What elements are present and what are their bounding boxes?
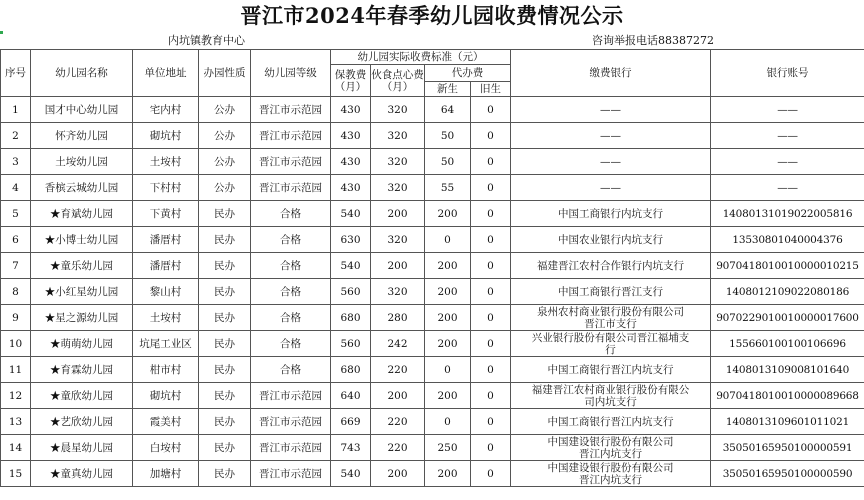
cell-meal-fee: 320 [371,227,425,253]
cell-old-fee: 0 [471,227,511,253]
cell-nature: 民办 [199,357,251,383]
bank-line1: 福建晋江农村合作银行内坑支行 [537,259,684,272]
cell-bank [511,149,711,175]
cell-level: 晋江市示范园 [251,175,331,201]
cell-bank [511,305,711,331]
header-account: 银行账号 [711,50,864,97]
cell-account: —— [711,123,864,149]
cell-name: 怀齐幼儿园 [31,123,133,149]
cell-name: 香槟云城幼儿园 [31,175,133,201]
cell-nature: 公办 [199,123,251,149]
cell-nature: 民办 [199,253,251,279]
cell-meal-fee: 320 [371,175,425,201]
cell-no: 15 [1,461,31,487]
cell-old-fee: 0 [471,123,511,149]
cell-care-fee: 743 [331,435,371,461]
cell-name: ★艺欣幼儿园 [31,409,133,435]
cell-no: 4 [1,175,31,201]
cell-level: 晋江市示范园 [251,409,331,435]
cell-no: 9 [1,305,31,331]
cell-no: 5 [1,201,31,227]
cell-address: 宅内村 [133,97,199,123]
cell-no: 8 [1,279,31,305]
cell-no: 12 [1,383,31,409]
table-row [1,461,864,487]
cell-no: 2 [1,123,31,149]
cell-level: 合格 [251,331,331,357]
bank-line1: 中国工商银行内坑支行 [558,207,663,220]
cell-meal-fee: 320 [371,97,425,123]
cell-nature: 民办 [199,435,251,461]
cell-nature: 民办 [199,201,251,227]
cell-care-fee: 430 [331,175,371,201]
header-address: 单位地址 [133,50,199,97]
cell-old-fee: 0 [471,331,511,357]
cell-no: 6 [1,227,31,253]
cell-old-fee: 0 [471,201,511,227]
cell-new-fee: 0 [425,357,471,383]
header-nature: 办园性质 [199,50,251,97]
cell-care-fee: 540 [331,253,371,279]
cell-nature: 公办 [199,175,251,201]
header-bank: 缴费银行 [511,50,711,97]
cell-new-fee: 50 [425,123,471,149]
cell-level: 合格 [251,253,331,279]
cell-level: 晋江市示范园 [251,149,331,175]
cell-corner-marker [0,31,3,34]
cell-bank [511,383,711,409]
cell-level: 合格 [251,201,331,227]
cell-no: 7 [1,253,31,279]
table-row [1,123,864,149]
cell-level: 合格 [251,357,331,383]
cell-care-fee: 630 [331,227,371,253]
cell-bank [511,201,711,227]
cell-care-fee: 540 [331,201,371,227]
cell-meal-fee: 200 [371,253,425,279]
table-row [1,305,864,331]
table-row [1,409,864,435]
table-row [1,279,864,305]
issuer-label: 内坑镇教育中心 [168,34,245,47]
header-name: 幼儿园名称 [31,50,133,97]
cell-old-fee: 0 [471,253,511,279]
cell-name: 国才中心幼儿园 [31,97,133,123]
bank-line1: 中国工商银行晋江支行 [558,285,663,298]
cell-bank [511,461,711,487]
cell-nature: 民办 [199,227,251,253]
cell-new-fee: 200 [425,201,471,227]
cell-address: 砌坑村 [133,383,199,409]
cell-meal-fee: 242 [371,331,425,357]
fee-table [0,49,864,487]
bank-line2: 晋江内坑支行 [579,447,642,460]
cell-bank [511,253,711,279]
cell-nature: 民办 [199,409,251,435]
cell-new-fee: 250 [425,435,471,461]
cell-old-fee: 0 [471,279,511,305]
bank-line1: —— [600,181,621,194]
bank-line1: 泉州农村商业银行股份有限公司 [537,305,684,318]
cell-no: 1 [1,97,31,123]
table-row [1,201,864,227]
cell-account: 907041801001000008​9668 [711,383,864,409]
cell-name: ★童乐幼儿园 [31,253,133,279]
cell-new-fee: 55 [425,175,471,201]
bank-line1: 中国农业银行内坑支行 [558,233,663,246]
cell-no: 10 [1,331,31,357]
cell-old-fee: 0 [471,435,511,461]
bank-line2: 行 [605,343,616,356]
cell-nature: 民办 [199,305,251,331]
cell-meal-fee: 220 [371,409,425,435]
cell-account: 907041801001000001​0215 [711,253,864,279]
header-fee-group: 幼儿园实际收费标准（元） [331,50,511,65]
cell-address: 白垵村 [133,435,199,461]
cell-care-fee: 669 [331,409,371,435]
bank-line1: 福建晋江农村商业银行股份有限公 [531,383,690,396]
bank-line1: —— [600,129,621,142]
cell-bank [511,175,711,201]
cell-address: 土垵村 [133,149,199,175]
cell-name: ★晨星幼儿园 [31,435,133,461]
cell-old-fee: 0 [471,97,511,123]
cell-new-fee: 200 [425,253,471,279]
cell-address: 柑市村 [133,357,199,383]
cell-care-fee: 430 [331,97,371,123]
cell-meal-fee: 220 [371,435,425,461]
cell-care-fee: 560 [331,331,371,357]
cell-level: 晋江市示范园 [251,97,331,123]
cell-bank [511,123,711,149]
cell-meal-fee: 200 [371,461,425,487]
header-meal-fee: 伙食点心费（月） [371,65,425,97]
cell-meal-fee: 320 [371,279,425,305]
cell-account: 155660100100106696 [711,331,864,357]
cell-meal-fee: 280 [371,305,425,331]
cell-account: 35050165950100000590 [711,461,864,487]
cell-address: 加塘村 [133,461,199,487]
bank-line1: —— [600,155,621,168]
cell-address: 黎山村 [133,279,199,305]
cell-old-fee: 0 [471,383,511,409]
cell-level: 晋江市示范园 [251,435,331,461]
cell-bank [511,435,711,461]
cell-level: 晋江市示范园 [251,383,331,409]
cell-new-fee: 50 [425,149,471,175]
bank-line1: 兴业银行股份有限公司晋江福埔支 [531,331,690,344]
cell-account: 1408013109008101640 [711,357,864,383]
cell-nature: 民办 [199,383,251,409]
table-row [1,149,864,175]
table-row [1,383,864,409]
header-agency-group: 代办费 [425,65,511,82]
cell-meal-fee: 320 [371,123,425,149]
cell-new-fee: 200 [425,383,471,409]
cell-nature: 公办 [199,149,251,175]
cell-address: 潘厝村 [133,253,199,279]
cell-bank [511,97,711,123]
cell-nature: 公办 [199,97,251,123]
hotline-label: 咨询举报电话88387272 [592,34,714,47]
cell-old-fee: 0 [471,461,511,487]
cell-address: 下黄村 [133,201,199,227]
cell-no: 11 [1,357,31,383]
bank-line1: 中国工商银行晋江内坑支行 [547,415,674,428]
cell-account: 13530801040004376 [711,227,864,253]
cell-account: 1408013101902200581​6 [711,201,864,227]
cell-nature: 民办 [199,279,251,305]
header-old-student: 旧生 [471,82,511,97]
cell-care-fee: 560 [331,279,371,305]
cell-new-fee: 0 [425,409,471,435]
cell-bank [511,409,711,435]
cell-old-fee: 0 [471,357,511,383]
cell-care-fee: 430 [331,123,371,149]
cell-old-fee: 0 [471,149,511,175]
cell-account: 35050165950100000591 [711,435,864,461]
cell-name: 土垵幼儿园 [31,149,133,175]
table-row [1,253,864,279]
cell-new-fee: 200 [425,279,471,305]
cell-nature: 民办 [199,331,251,357]
cell-level: 合格 [251,227,331,253]
header-no: 序号 [1,50,31,97]
cell-account: 1408012109022080186 [711,279,864,305]
cell-address: 砌坑村 [133,123,199,149]
cell-bank [511,331,711,357]
table-row [1,175,864,201]
cell-name: ★童欣幼儿园 [31,383,133,409]
table-row [1,97,864,123]
cell-new-fee: 200 [425,331,471,357]
header-new-student: 新生 [425,82,471,97]
cell-account: —— [711,149,864,175]
page-title: 晋江市2024年春季幼儿园收费情况公示 [240,3,624,28]
cell-level: 合格 [251,305,331,331]
cell-meal-fee: 200 [371,383,425,409]
cell-address: 下村村 [133,175,199,201]
cell-address: 坑尾工业区 [133,331,199,357]
cell-bank [511,357,711,383]
cell-name: ★小红星幼儿园 [31,279,133,305]
cell-address: 潘厝村 [133,227,199,253]
cell-level: 合格 [251,279,331,305]
cell-address: 土垵村 [133,305,199,331]
cell-account: 907022901001000001​7600 [711,305,864,331]
cell-account: —— [711,97,864,123]
bank-line2: 司内坑支行 [584,395,637,408]
cell-care-fee: 540 [331,461,371,487]
cell-name: ★育斌幼儿园 [31,201,133,227]
cell-new-fee: 200 [425,461,471,487]
cell-bank [511,227,711,253]
cell-new-fee: 0 [425,227,471,253]
cell-new-fee: 200 [425,305,471,331]
cell-level: 晋江市示范园 [251,123,331,149]
cell-old-fee: 0 [471,409,511,435]
cell-name: ★萌萌幼儿园 [31,331,133,357]
cell-account: —— [711,175,864,201]
bank-line2: 晋江内坑支行 [579,473,642,486]
cell-no: 13 [1,409,31,435]
cell-name: ★星之源幼儿园 [31,305,133,331]
cell-care-fee: 680 [331,305,371,331]
cell-old-fee: 0 [471,175,511,201]
cell-name: ★童真幼儿园 [31,461,133,487]
cell-name: ★小博士幼儿园 [31,227,133,253]
cell-level: 晋江市示范园 [251,461,331,487]
cell-care-fee: 430 [331,149,371,175]
table-row [1,435,864,461]
bank-line1: 中国建设银行股份有限公司 [547,435,674,448]
table-row [1,357,864,383]
table-row [1,331,864,357]
cell-nature: 民办 [199,461,251,487]
cell-account: 1408013109601011021 [711,409,864,435]
cell-name: ★育霖幼儿园 [31,357,133,383]
header-care-fee: 保教费（月） [331,65,371,97]
table-row [1,227,864,253]
cell-no: 14 [1,435,31,461]
cell-care-fee: 640 [331,383,371,409]
header-level: 幼儿园等级 [251,50,331,97]
cell-no: 3 [1,149,31,175]
cell-care-fee: 680 [331,357,371,383]
cell-meal-fee: 200 [371,201,425,227]
cell-address: 霞美村 [133,409,199,435]
bank-line1: 中国建设银行股份有限公司 [547,461,674,474]
cell-meal-fee: 220 [371,357,425,383]
bank-line1: 中国工商银行晋江内坑支行 [547,363,674,376]
cell-old-fee: 0 [471,305,511,331]
bank-line2: 晋江市支行 [584,317,637,330]
cell-new-fee: 64 [425,97,471,123]
cell-bank [511,279,711,305]
cell-meal-fee: 320 [371,149,425,175]
bank-line1: —— [600,103,621,116]
